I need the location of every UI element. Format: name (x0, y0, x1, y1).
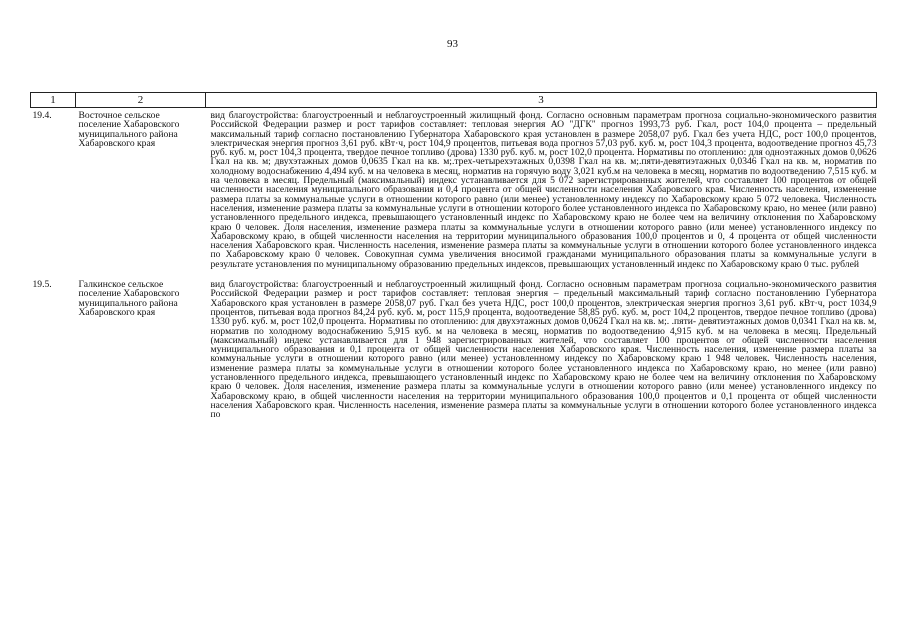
settlement-name: Галкинское сельское поселение Хабаровского муниципального района Хабаровского края (78, 279, 180, 318)
table-row (31, 277, 877, 419)
row-description: вид благоустройства: благоустроенный и неблагоустроенный жилищный фонд. Согласно основным параметрам прогноза социально-экономического развития Российской Федерации размер и рост тарифов составляет: тепловая энергия АО "ДГК" прогноз 1993,73 руб. Гкал, рост 104,0 процента – предельный максимальный тариф согласно постановлению Губернатора Хабаровского края установлен в размере 2058,07 руб. Гкал без учета НДС, рост 100,0 процентов, электрическая энергия прогноз 3,61 руб. кВт·ч, рост 104,9 процентов, питьевая вода прогноз 57,03 руб. куб. м, рост 104,3 процента, водоотведение прогноз 45,73 руб. куб. м, рост 104,3 процента, твердое печное топливо (дрова) 1330 руб. куб. м, рост 102,0 процента. Нормативы по отоплению: для одноэтажных домов 0,0626 Гкал на кв. м; двухэтажных домов 0,0635 Гкал на кв. м;.трех-четырехэтажных 0,0398 Гкал на кв. м;.пяти-девятиэтажных 0,0346 Гкал на кв. м, норматив по холодному водоснабжению 4,494 куб. м на человека в месяц, норматив на горячую воду 3,021 куб.м на человека в месяц, норматив по водоотведению 7,515 куб. м на человека в месяц. Предельный (максимальный) индекс устанавливается для 5 072 зарегистрированных жителей, что составляет 100 процентов от общей численности населения муниципального образования и 0,4 процента от общей численности населения Хабаровского края. Численность населения, изменение размера платы за коммунальные услуги в отношении которого равно (или менее) установленному индексу по Хабаровскому краю 5 072 человека. Численность населения, изменение размера платы за коммунальные услуги в отношении которого более установленного индекса по Хабаровскому краю, но менее (или равно) установленного предельного индекса, превышающего установленный индекс по Хабаровскому краю не более чем на величину отклонения по Хабаровскому краю 0 человек. Доля населения, изменение размера платы за коммунальные услуги в отношении которого равно (или менее) установленного индексу по Хабаровскому краю, в общей численности населения на территории муниципального образования 100,0 процентов и 0, 4 процента от общей численности населения Хабаровского края. Численность населения, изменение размера платы за коммунальные услуги в отношении которого более установленного индекса по Хабаровскому краю 0 человек. Совокупная сумма увеличения вносимой гражданами муниципального образования платы за коммунальные услуги в результате установления по муниципальному образованию предельных индексов, превышающих установленный индекс по Хабаровскому краю 0 тыс. рублей (210, 110, 877, 270)
row-number: 19.4. (32, 110, 52, 121)
settlement-name: Восточное сельское поселение Хабаровского муниципального района Хабаровского края (78, 110, 180, 149)
tariff-table (30, 92, 877, 420)
row-separator (31, 269, 877, 277)
table-row (31, 108, 877, 270)
row-number: 19.5. (32, 279, 52, 291)
row-description: вид благоустройства: благоустроенный и неблагоустроенный жилищный фонд. Согласно основным параметрам прогноза социально-экономического развития Российской Федерации размер и рост тарифов составляет: тепловая энергия – предельный максимальный тариф согласно постановлению Губернатора Хабаровского края установлен в размере 2058,07 руб. Гкал без учета НДС, рост 100,0 процентов, электрическая энергия прогноз 3,61 руб. кВт·ч, рост 1034,9 процентов, питьевая вода прогноз 84,24 руб. куб. м, рост 115,9 процента, водоотведение 58,85 руб. куб. м, рост 104,2 процентов, твердое печное топливо (дрова) 1330 руб. куб. м, рост 102,0 процента. Нормативы по отоплению: для двухэтажных домов 0,0624 Гкал на кв. м;. .пяти- девятиэтажных домов 0,0341 Гкал на кв. м, норматив по холодному водоснабжению 5,915 куб. м на человека в месяц, норматив по водоотведению 4,915 куб. м на человека в месяц. Предельный (максимальный) индекс устанавливается для 1 948 зарегистрированных жителей, что составляет 100 процентов от общей численности населения муниципального образования и 0,1 процента от общей численности населения Хабаровского края. Численность населения, изменение размера платы за коммунальные услуги в отношении которого равно (или менее) установленному индексу по Хабаровскому краю 1 948 человек. Численность населения, изменение размера платы за коммунальные услуги в отношении которого более установленного индекса по Хабаровскому краю, но менее (или равно) установленного предельного индекса, превышающего установленный индекс по Хабаровскому краю не более чем на величину отклонения по Хабаровскому краю 0 человек. Доля населения, изменение размера платы за коммунальные услуги в отношении которого равно (или менее) установленного индексу по Хабаровскому краю, в общей численности населения на территории муниципального образования 100,0 процентов и 0,1 процента от общей численности населения Хабаровского края. Численность населения, изменение размера платы за коммунальные услуги в отношении которого более установленного индекса по (210, 279, 877, 421)
column-header-2: 2 (76, 93, 206, 108)
column-header-1: 1 (31, 93, 76, 108)
table-header-row (31, 93, 877, 108)
column-header-3: 3 (206, 93, 877, 108)
page-number: 93 (447, 38, 458, 50)
